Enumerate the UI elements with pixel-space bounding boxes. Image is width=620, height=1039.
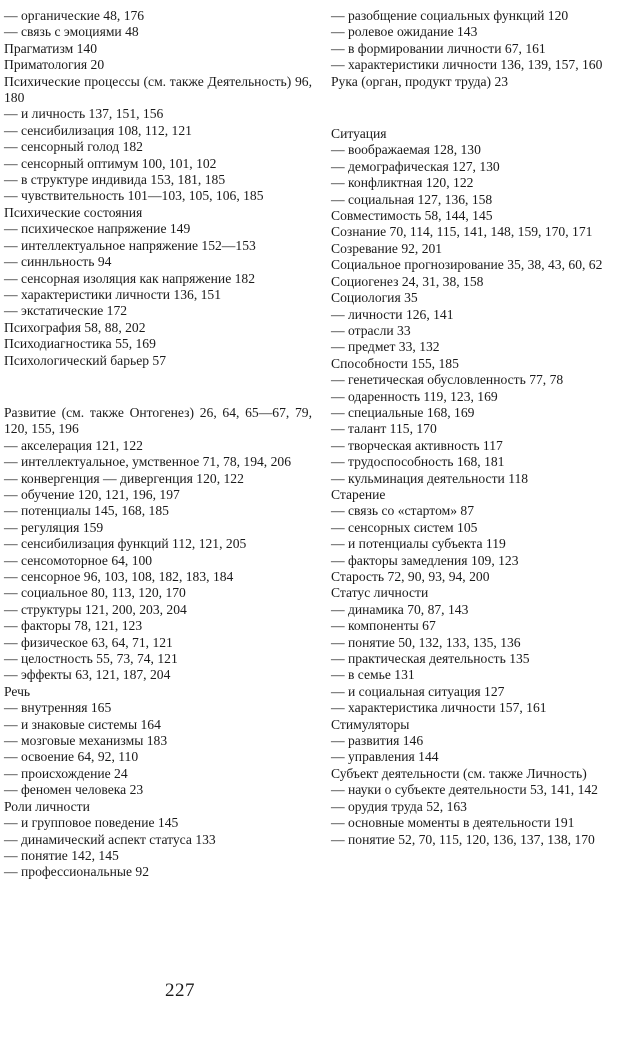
index-subentry: — обучение 120, 121, 196, 197: [4, 486, 180, 502]
index-subentry: — понятие 142, 145: [4, 847, 119, 863]
section-gap: [4, 369, 312, 405]
index-subentry: — орудия труда 52, 163: [331, 798, 467, 814]
index-subentry: — практическая деятельность 135: [331, 651, 530, 667]
index-subentry: — органические 48, 176: [4, 8, 145, 23]
index-term: Созревание 92, 201: [331, 240, 443, 256]
index-term: Развитие (см. также Онтогенез) 26, 64, 65—67, 79, 120, 155, 196: [4, 404, 312, 437]
index-subentry: — демографическая 127, 130: [331, 158, 500, 174]
index-subentry: — психическое напряжение 149: [4, 221, 191, 237]
index-subentry: — и личность 137, 151, 156: [4, 106, 164, 122]
index-subentry: — в формировании личности 67, 161: [331, 40, 546, 56]
index-subentry: — и социальная ситуация 127: [331, 683, 505, 699]
index-term: Способности 155, 185: [331, 355, 459, 371]
index-subentry: — структуры 121, 200, 203, 204: [4, 601, 187, 617]
index-subentry: — связь с эмоциями 48: [4, 24, 139, 40]
index-subentry: — сенсорная изоляция как напряжение 182: [4, 270, 256, 286]
index-subentry: — творческая активность 117: [331, 437, 503, 453]
index-subentry: — социальная 127, 136, 158: [331, 191, 493, 207]
index-subentry: — отрасли 33: [331, 322, 411, 338]
index-subentry: — эффекты 63, 121, 187, 204: [4, 667, 171, 683]
index-subentry: — разобщение социальных функций 120: [331, 8, 569, 23]
index-subentry: — акселерация 121, 122: [4, 437, 143, 453]
index-subentry: — сенсорное 96, 103, 108, 182, 183, 184: [4, 569, 234, 584]
index-subentry: — одаренность 119, 123, 169: [331, 388, 498, 404]
index-subentry: — характеристика личности 157, 161: [331, 700, 547, 716]
index-subentry: — сенсорный голод 182: [4, 139, 143, 155]
index-subentry: — потенциалы 145, 168, 185: [4, 503, 169, 519]
index-term: Сознание 70, 114, 115, 141, 148, 159, 170, 171: [331, 224, 593, 240]
index-subentry: — сенсибилизация 108, 112, 121: [4, 122, 192, 138]
index-subentry: — сенсорный оптимум 100, 101, 102: [4, 155, 217, 171]
index-subentry: — динамический аспект статуса 133: [4, 831, 216, 847]
index-subentry: — сенсомоторное 64, 100: [4, 552, 153, 568]
index-subentry: — происхождение 24: [4, 765, 128, 781]
index-subentry: — факторы замедления 109, 123: [331, 552, 519, 568]
index-subentry: — динамика 70, 87, 143: [331, 601, 469, 617]
index-subentry: — генетическая обусловленность 77, 78: [331, 372, 564, 388]
index-subentry: — физическое 63, 64, 71, 121: [4, 634, 173, 650]
index-column-right: [331, 8, 617, 848]
index-subentry: — чувствительность 101—103, 105, 106, 185: [4, 188, 264, 204]
index-term: Социогенез 24, 31, 38, 158: [331, 273, 484, 289]
index-term: Социальное прогнозирование 35, 38, 43, 60, 62: [331, 257, 603, 273]
index-subentry: — воображаемая 128, 130: [331, 142, 481, 158]
index-term: Субъект деятельности (см. также Личность): [331, 765, 587, 781]
index-subentry: — мозговые механизмы 183: [4, 733, 168, 749]
index-subentry: — и знаковые системы 164: [4, 716, 161, 732]
index-term: Ситуация: [331, 126, 387, 142]
index-subentry: — характеристики личности 136, 151: [4, 286, 222, 302]
index-subentry: — связь со «стартом» 87: [331, 503, 474, 519]
index-term: Совместимость 58, 144, 145: [331, 208, 493, 224]
index-subentry: — феномен человека 23: [4, 782, 144, 798]
index-subentry: — сенсорных систем 105: [331, 519, 478, 535]
index-subentry: — понятие 52, 70, 115, 120, 136, 137, 138, 170: [331, 831, 595, 847]
index-term: Социология 35: [331, 290, 418, 306]
index-subentry: — предмет 33, 132: [331, 339, 440, 355]
index-term: Психологический барьер 57: [4, 352, 167, 368]
section-gap: [331, 90, 617, 126]
index-term: Прагматизм 140: [4, 40, 98, 56]
index-subentry: — сенсибилизация функций 112, 121, 205: [4, 536, 247, 552]
index-subentry: — внутренняя 165: [4, 700, 112, 716]
index-subentry: — интеллектуальное напряжение 152—153: [4, 237, 256, 253]
index-term: Психические состояния: [4, 204, 143, 220]
index-subentry: — социальное 80, 113, 120, 170: [4, 585, 186, 601]
index-subentry: — экстатические 172: [4, 303, 128, 319]
index-subentry: — конвергенция — дивергенция 120, 122: [4, 470, 244, 486]
index-subentry: — характеристики личности 136, 139, 157, 160: [331, 57, 603, 73]
index-subentry: — и групповое поведение 145: [4, 815, 179, 831]
index-term: Рука (орган, продукт труда) 23: [331, 73, 509, 89]
index-subentry: — профессиональные 92: [4, 864, 150, 880]
index-subentry: — факторы 78, 121, 123: [4, 618, 143, 634]
index-subentry: — в структуре индивида 153, 181, 185: [4, 172, 226, 188]
index-subentry: — синнльность 94: [4, 254, 112, 270]
index-subentry: — освоение 64, 92, 110: [4, 749, 139, 765]
index-term: Психические процессы (см. также Деятельность) 96, 180: [4, 73, 312, 106]
index-subentry: — кульминация деятельности 118: [331, 470, 529, 486]
index-subentry: — основные моменты в деятельности 191: [331, 815, 575, 831]
page-number: 227: [165, 980, 195, 1001]
index-subentry: — понятие 50, 132, 133, 135, 136: [331, 634, 521, 650]
index-term: Старость 72, 90, 93, 94, 200: [331, 569, 490, 584]
index-subentry: — в семье 131: [331, 667, 415, 683]
index-subentry: — трудоспособность 168, 181: [331, 454, 505, 470]
index-term: Статус личности: [331, 585, 429, 601]
index-subentry: — интеллектуальное, умственное 71, 78, 194, 206: [4, 454, 291, 470]
index-subentry: — специальные 168, 169: [331, 404, 475, 420]
index-subentry: — талант 115, 170: [331, 421, 437, 437]
index-term: Стимуляторы: [331, 716, 410, 732]
index-subentry: — целостность 55, 73, 74, 121: [4, 651, 178, 667]
index-term: Приматология 20: [4, 57, 105, 73]
index-term: Психодиагностика 55, 169: [4, 336, 156, 352]
index-subentry: — и потенциалы субъекта 119: [331, 536, 506, 552]
index-subentry: — ролевое ожидание 143: [331, 24, 478, 40]
index-subentry: — развития 146: [331, 733, 424, 749]
index-subentry: — компоненты 67: [331, 618, 436, 634]
index-subentry: — конфликтная 120, 122: [331, 175, 474, 191]
index-subentry: — регуляция 159: [4, 519, 104, 535]
index-subentry: — науки о субъекте деятельности 53, 141, 142: [331, 782, 598, 798]
index-term: Психография 58, 88, 202: [4, 319, 146, 335]
index-term: Речь: [4, 683, 31, 699]
index-term: Роли личности: [4, 798, 90, 814]
index-term: Старение: [331, 486, 386, 502]
index-subentry: — управления 144: [331, 749, 439, 765]
index-column-left: [4, 8, 312, 881]
index-subentry: — личности 126, 141: [331, 306, 454, 322]
